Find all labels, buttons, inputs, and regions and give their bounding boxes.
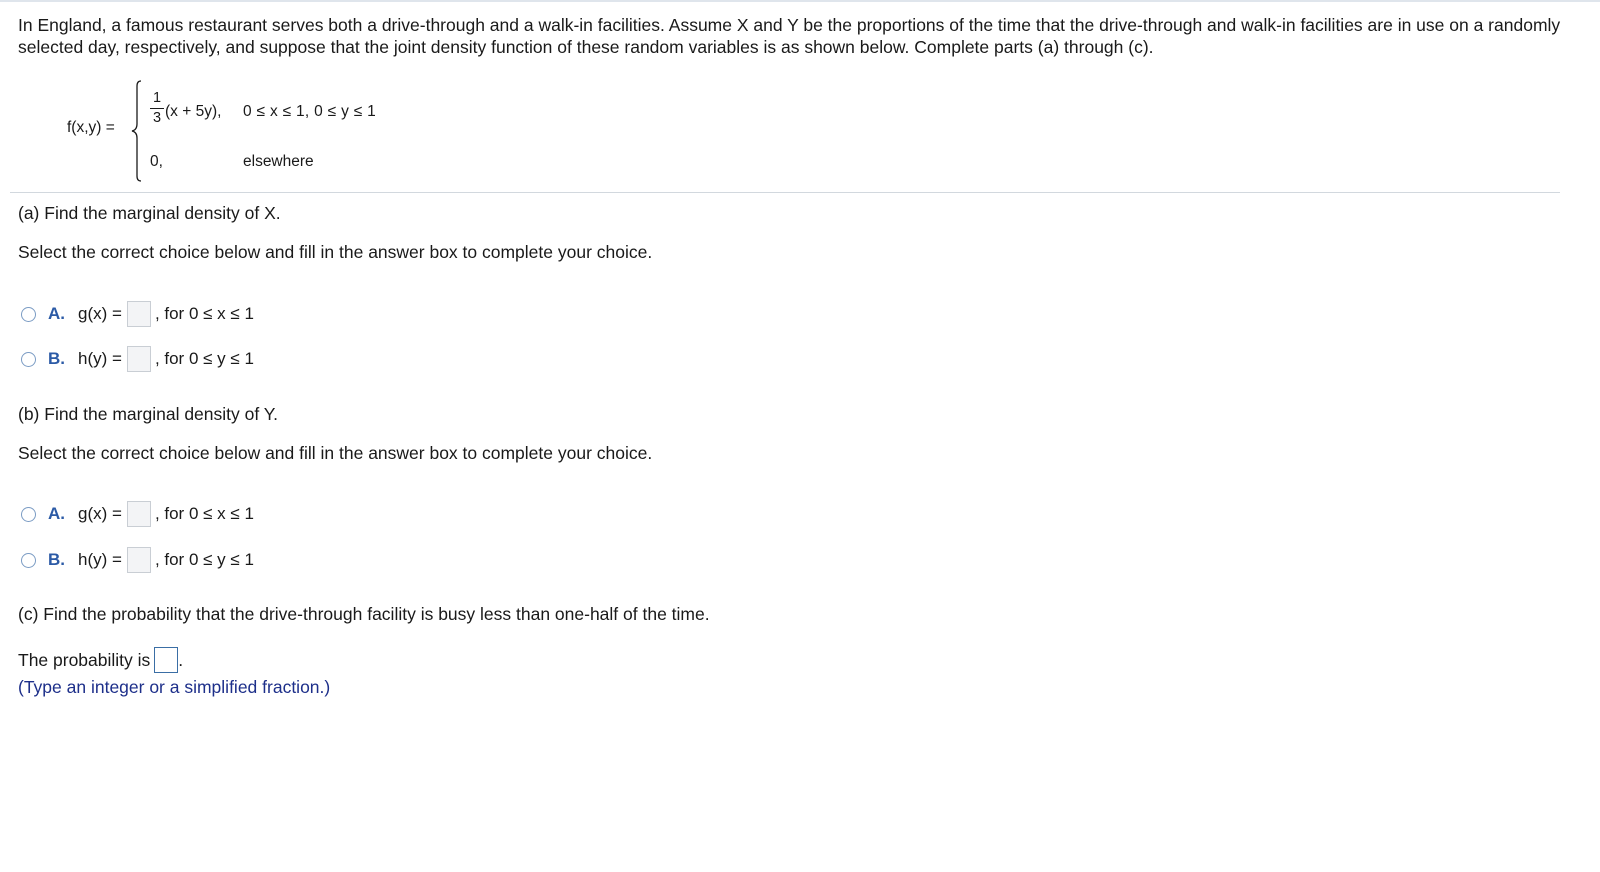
fraction-denominator: 3 bbox=[152, 110, 162, 126]
choice-range: , for 0 ≤ y ≤ 1 bbox=[154, 550, 254, 569]
choice-function: h(y) = bbox=[78, 349, 122, 368]
part-b-question: (b) Find the marginal density of Y. bbox=[18, 404, 279, 424]
radio-button[interactable] bbox=[21, 553, 36, 568]
density-function-label: f(x,y) = bbox=[67, 119, 115, 136]
fraction-numerator: 1 bbox=[152, 90, 162, 106]
fraction-bar bbox=[150, 108, 164, 109]
choice-letter: B. bbox=[48, 349, 65, 368]
left-brace-icon bbox=[128, 80, 144, 182]
answer-input[interactable] bbox=[127, 501, 151, 527]
radio-button[interactable] bbox=[21, 352, 36, 367]
section-divider bbox=[10, 192, 1560, 193]
choice-range: , for 0 ≤ y ≤ 1 bbox=[154, 349, 254, 368]
density-zero: 0, bbox=[150, 153, 163, 170]
choice-function: h(y) = bbox=[78, 550, 122, 569]
part-c-question: (c) Find the probability that the drive-through facility is busy less than one-half of the time. bbox=[18, 604, 710, 624]
answer-input[interactable] bbox=[127, 301, 151, 327]
problem-statement: In England, a famous restaurant serves both a drive-through and a walk-in facilities. Assume X and Y be the proportions of the time that the drive-through and walk-in facilities are in use on a randomly selected day, respectively, and suppose that the joint density function of these random variables is as shown below. Complete parts (a) through (c). bbox=[18, 15, 1561, 57]
part-b-instruction: Select the correct choice below and fill in the answer box to complete your choice. bbox=[18, 443, 653, 463]
radio-button[interactable] bbox=[21, 307, 36, 322]
part-c-answer-line bbox=[18, 645, 183, 675]
fraction-one-third bbox=[150, 90, 164, 127]
choice-function: g(x) = bbox=[78, 504, 122, 523]
density-condition: 0 ≤ x ≤ 1, 0 ≤ y ≤ 1 bbox=[243, 103, 377, 120]
density-expression: (x + 5y), bbox=[165, 103, 222, 120]
density-otherwise: elsewhere bbox=[243, 153, 314, 170]
part-b-choice-a[interactable] bbox=[21, 500, 254, 528]
probability-input[interactable] bbox=[154, 647, 178, 673]
answer-input[interactable] bbox=[127, 346, 151, 372]
choice-range: , for 0 ≤ x ≤ 1 bbox=[154, 504, 254, 523]
answer-prefix: The probability is bbox=[18, 649, 151, 670]
radio-button[interactable] bbox=[21, 507, 36, 522]
answer-format-hint: (Type an integer or a simplified fraction.) bbox=[18, 677, 331, 697]
answer-suffix: . bbox=[178, 649, 184, 670]
part-a-instruction: Select the correct choice below and fill in the answer box to complete your choice. bbox=[18, 242, 653, 262]
choice-range: , for 0 ≤ x ≤ 1 bbox=[154, 304, 254, 323]
top-border bbox=[0, 0, 1600, 2]
answer-input[interactable] bbox=[127, 547, 151, 573]
choice-function: g(x) = bbox=[78, 304, 122, 323]
part-b-choice-b[interactable] bbox=[21, 546, 254, 574]
choice-letter: A. bbox=[48, 504, 65, 523]
part-a-choice-b[interactable] bbox=[21, 345, 254, 373]
part-a-choice-a[interactable] bbox=[21, 300, 254, 328]
choice-letter: B. bbox=[48, 550, 65, 569]
choice-letter: A. bbox=[48, 304, 65, 323]
part-a-question: (a) Find the marginal density of X. bbox=[18, 203, 281, 223]
